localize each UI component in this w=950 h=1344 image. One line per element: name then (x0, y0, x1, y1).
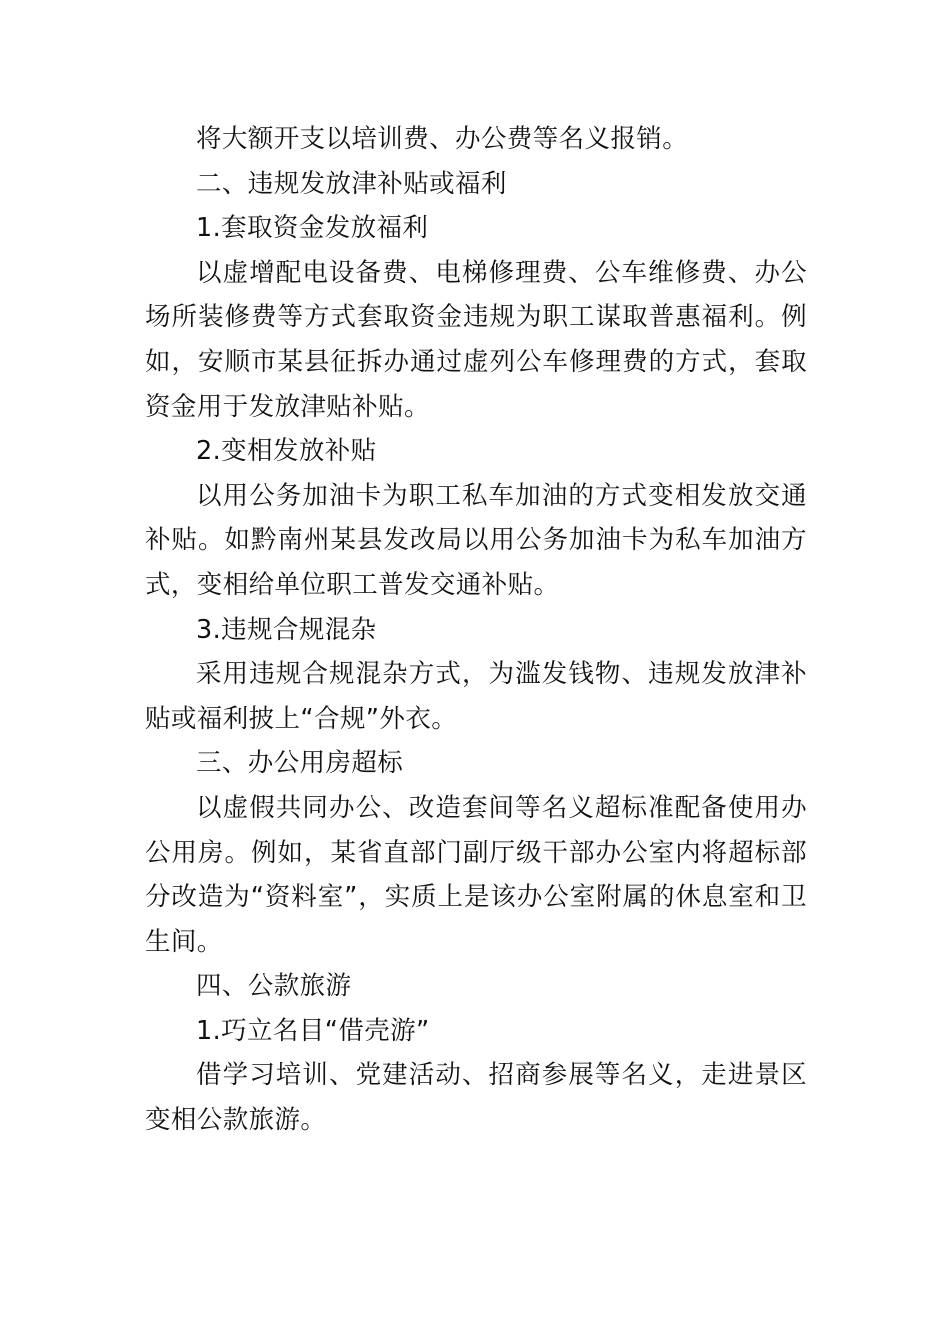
section-heading-4: 四、公款旅游 (196, 971, 352, 1002)
subheading-2-2: 2.变相发放补贴 (196, 436, 377, 467)
paragraph-2-3: 采用违规合规混杂方式，为滥发钱物、违规发放津补贴或福利披上“合规”外衣。 (145, 659, 807, 734)
section-heading-3: 三、办公用房超标 (196, 748, 404, 779)
subheading-2-1: 1.套取资金发放福利 (196, 213, 429, 244)
paragraph-reimbursement: 将大额开支以培训费、办公费等名义报销。 (196, 124, 689, 154)
paragraph-3: 以虚假共同办公、改造套间等名义超标准配备使用办公用房。例如，某省直部门副厅级干部办公室内将超标部分改造为“资料室”，实质上是该办公室附属的休息室和卫生间。 (145, 792, 807, 957)
subheading-2-3: 3.违规合规混杂 (196, 614, 377, 645)
section-heading-2: 二、违规发放津补贴或福利 (196, 168, 507, 199)
paragraph-2-2: 以用公务加油卡为职工私车加油的方式变相发放交通补贴。如黔南州某县发改局以用公务加油卡为私车加油方式，变相给单位职工普发交通补贴。 (145, 480, 807, 600)
subheading-4-1: 1.巧立名目“借壳游” (196, 1015, 430, 1046)
paragraph-4-1: 借学习培训、党建活动、招商参展等名义，走进景区变相公款旅游。 (145, 1060, 807, 1136)
paragraph-2-1: 以虚增配电设备费、电梯修理费、公车维修费、办公场所装修费等方式套取资金违规为职工谋取普惠福利。例如，安顺市某县征拆办通过虚列公车修理费的方式，套取资金用于发放津贴补贴。 (145, 257, 807, 422)
document-body (145, 117, 807, 1143)
